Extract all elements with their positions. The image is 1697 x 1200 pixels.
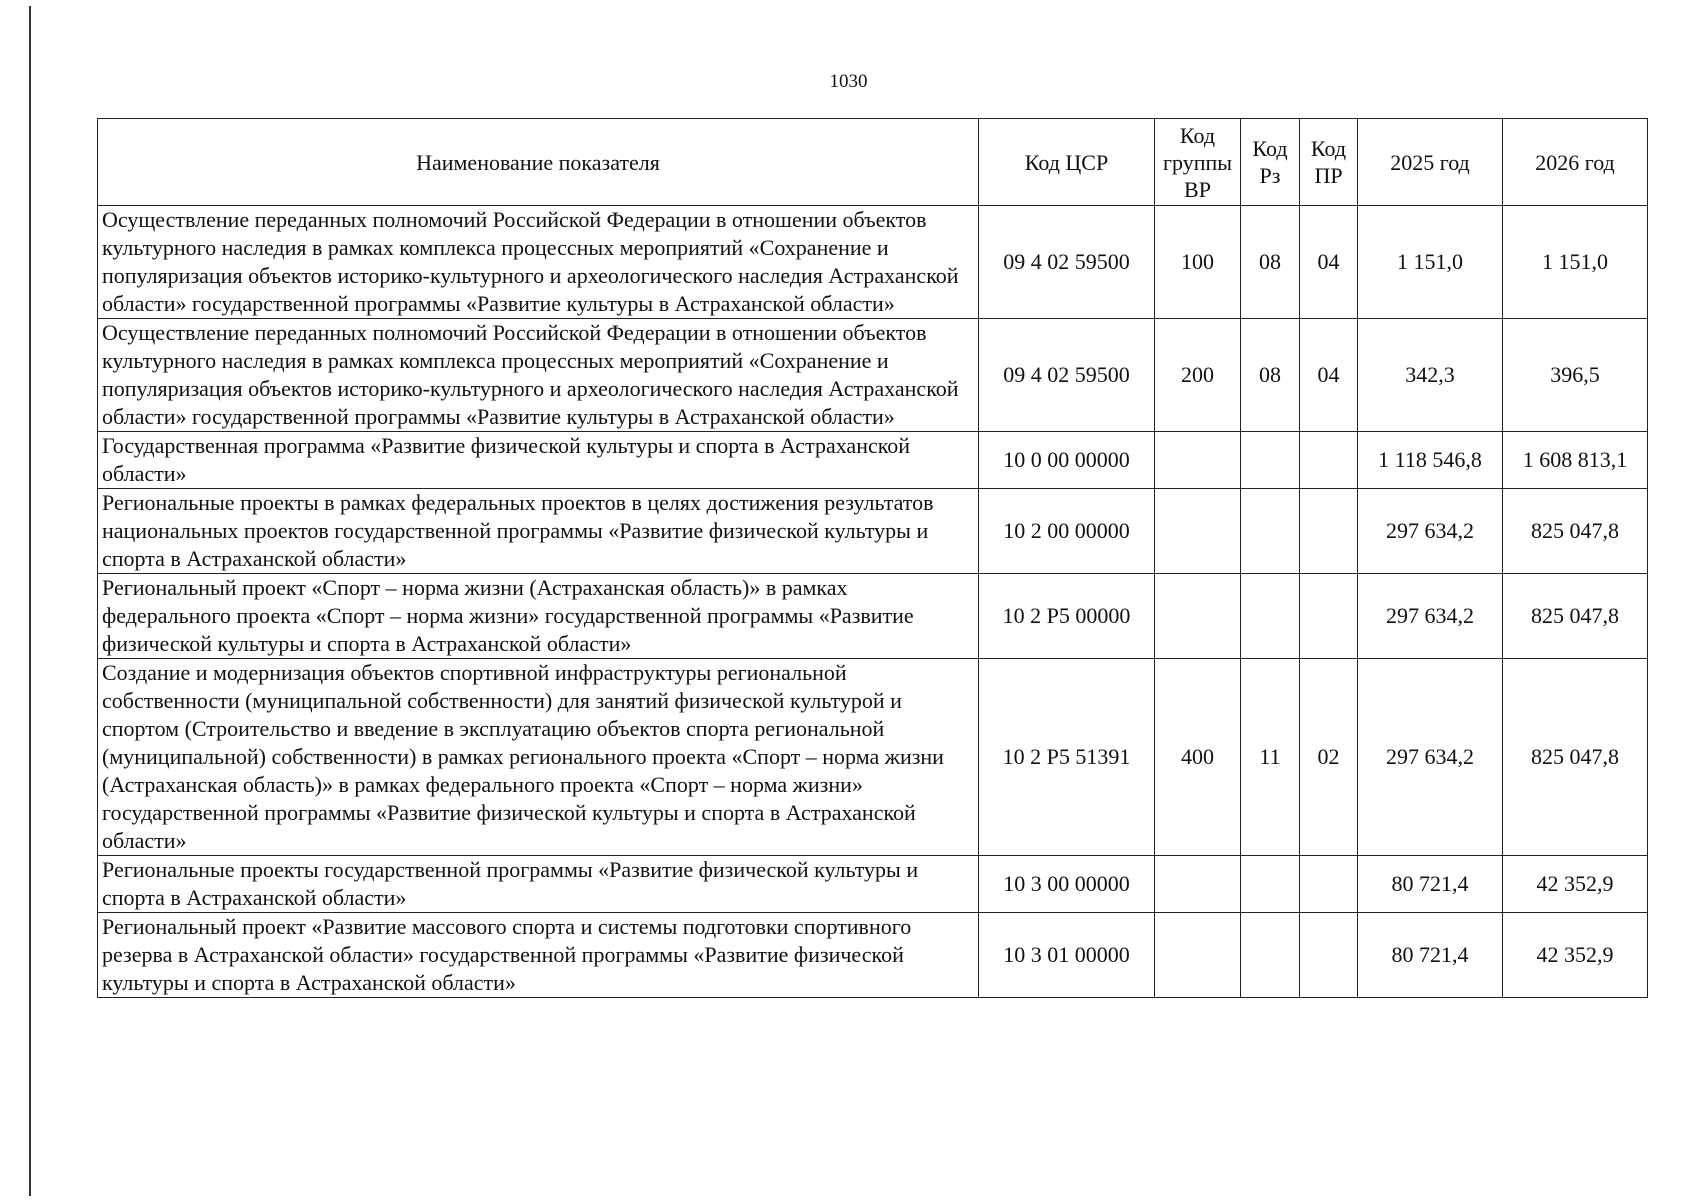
row-pr	[1300, 913, 1358, 998]
row-2026: 1 151,0	[1503, 206, 1648, 319]
row-pr: 02	[1300, 659, 1358, 856]
row-csr: 09 4 02 59500	[979, 319, 1155, 432]
row-csr: 09 4 02 59500	[979, 206, 1155, 319]
header-vr: Код группы ВР	[1155, 119, 1241, 206]
row-name: Региональный проект «Развитие массового спорта и системы подготовки спортивного резерва в Астраханской области» государственной программы «Развитие физической культуры и спорта в Астраханской области»	[98, 913, 979, 998]
row-2025: 80 721,4	[1358, 856, 1503, 913]
table-row	[98, 319, 1648, 432]
row-csr: 10 2 P5 00000	[979, 574, 1155, 659]
row-vr: 400	[1155, 659, 1241, 856]
row-2025: 1 151,0	[1358, 206, 1503, 319]
table-row	[98, 659, 1648, 856]
row-csr: 10 2 P5 51391	[979, 659, 1155, 856]
table-header-row	[98, 119, 1648, 206]
row-2026: 42 352,9	[1503, 856, 1648, 913]
row-rz	[1241, 489, 1300, 574]
row-rz: 11	[1241, 659, 1300, 856]
row-vr	[1155, 489, 1241, 574]
row-2026: 825 047,8	[1503, 659, 1648, 856]
row-2026: 396,5	[1503, 319, 1648, 432]
row-vr	[1155, 913, 1241, 998]
page-number: 1030	[829, 71, 868, 92]
row-rz	[1241, 574, 1300, 659]
header-2026: 2026 год	[1503, 119, 1648, 206]
row-pr: 04	[1300, 319, 1358, 432]
row-2025: 297 634,2	[1358, 489, 1503, 574]
row-name: Региональные проекты в рамках федеральных проектов в целях достижения результатов национальных проектов государственной программы «Развитие физической культуры и спорта в Астраханской области»	[98, 489, 979, 574]
row-name: Осуществление переданных полномочий Российской Федерации в отношении объектов культурного наследия в рамках комплекса процессных мероприятий «Сохранение и популяризация объектов историко-культурного и археологического наследия Астраханской области» государственной программы «Развитие культуры в Астраханской области»	[98, 206, 979, 319]
row-2025: 1 118 546,8	[1358, 432, 1503, 489]
row-rz	[1241, 913, 1300, 998]
row-2025: 342,3	[1358, 319, 1503, 432]
row-name: Создание и модернизация объектов спортивной инфраструктуры региональной собственности (муниципальной собственности) для занятий физической культурой и спортом (Строительство и введение в эксплуатацию объектов спорта региональной (муниципальной) собственности) в рамках регионального проекта «Спорт – норма жизни (Астраханская область)» в рамках федерального проекта «Спорт – норма жизни» государственной программы «Развитие физической культуры и спорта в Астраханской области»	[98, 659, 979, 856]
row-rz	[1241, 432, 1300, 489]
row-pr: 04	[1300, 206, 1358, 319]
row-2026: 825 047,8	[1503, 574, 1648, 659]
row-2026: 42 352,9	[1503, 913, 1648, 998]
row-pr	[1300, 489, 1358, 574]
row-vr	[1155, 856, 1241, 913]
header-csr: Код ЦСР	[979, 119, 1155, 206]
table-row	[98, 913, 1648, 998]
table-row	[98, 206, 1648, 319]
table-row	[98, 432, 1648, 489]
row-csr: 10 0 00 00000	[979, 432, 1155, 489]
header-pr: Код ПР	[1300, 119, 1358, 206]
budget-table	[97, 118, 1648, 998]
left-margin-line	[29, 6, 31, 1196]
row-pr	[1300, 432, 1358, 489]
header-2025: 2025 год	[1358, 119, 1503, 206]
row-vr: 100	[1155, 206, 1241, 319]
row-name: Региональный проект «Спорт – норма жизни (Астраханская область)» в рамках федерального проекта «Спорт – норма жизни» государственной программы «Развитие физической культуры и спорта в Астраханской области»	[98, 574, 979, 659]
header-rz: Код Рз	[1241, 119, 1300, 206]
row-2026: 825 047,8	[1503, 489, 1648, 574]
row-2025: 297 634,2	[1358, 659, 1503, 856]
row-rz: 08	[1241, 206, 1300, 319]
header-name: Наименование показателя	[98, 119, 979, 206]
row-csr: 10 2 00 00000	[979, 489, 1155, 574]
row-2025: 297 634,2	[1358, 574, 1503, 659]
table-row	[98, 856, 1648, 913]
row-pr	[1300, 574, 1358, 659]
table-row	[98, 574, 1648, 659]
row-vr	[1155, 432, 1241, 489]
row-name: Государственная программа «Развитие физической культуры и спорта в Астраханской области»	[98, 432, 979, 489]
row-name: Осуществление переданных полномочий Российской Федерации в отношении объектов культурного наследия в рамках комплекса процессных мероприятий «Сохранение и популяризация объектов историко-культурного и археологического наследия Астраханской области» государственной программы «Развитие культуры в Астраханской области»	[98, 319, 979, 432]
row-pr	[1300, 856, 1358, 913]
row-vr	[1155, 574, 1241, 659]
row-rz: 08	[1241, 319, 1300, 432]
row-csr: 10 3 00 00000	[979, 856, 1155, 913]
row-2025: 80 721,4	[1358, 913, 1503, 998]
row-2026: 1 608 813,1	[1503, 432, 1648, 489]
row-vr: 200	[1155, 319, 1241, 432]
table-row	[98, 489, 1648, 574]
row-rz	[1241, 856, 1300, 913]
row-csr: 10 3 01 00000	[979, 913, 1155, 998]
row-name: Региональные проекты государственной программы «Развитие физической культуры и спорта в Астраханской области»	[98, 856, 979, 913]
